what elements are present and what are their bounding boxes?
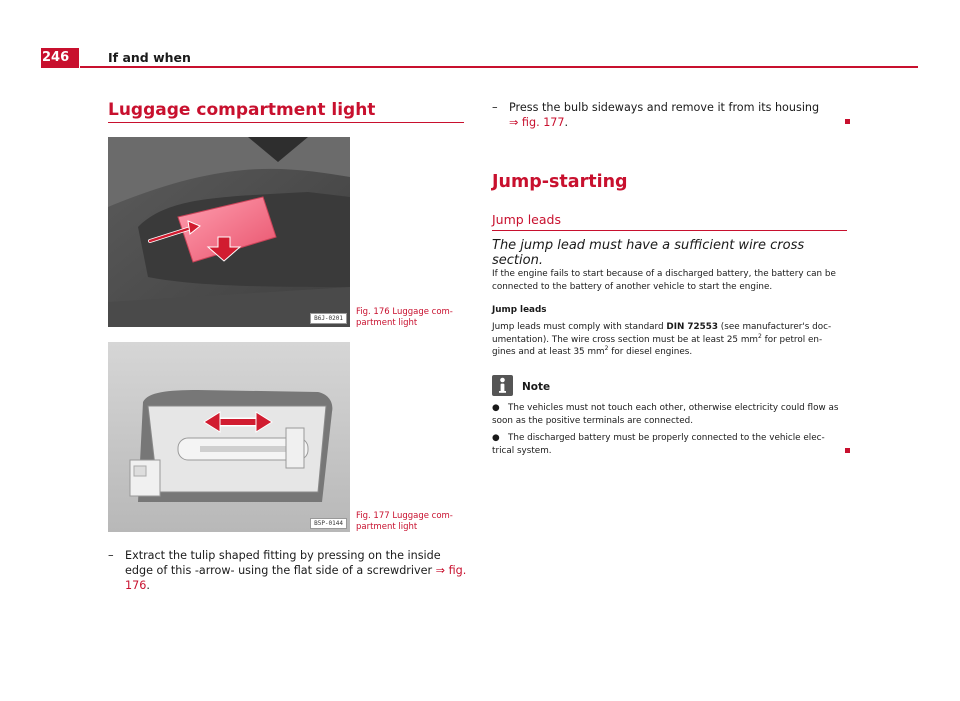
step-text-wrapper — [492, 100, 832, 130]
figure-177-caption: Fig. 177 Luggage com-partment light — [356, 511, 453, 532]
note-icon — [492, 375, 513, 396]
procedure-step — [492, 100, 832, 130]
page-number: 246 — [42, 50, 70, 65]
step-dash: – — [492, 101, 498, 114]
step-suffix: . — [146, 579, 150, 592]
section-end-marker — [845, 448, 850, 453]
luggage-light-photo — [108, 137, 350, 327]
figure-177-photo — [108, 342, 350, 532]
paragraph-discharged-battery: If the engine fails to start because of a discharged battery, the battery can be connected to the battery of another vehicle to start the engine. — [492, 269, 836, 292]
note-item-text: The vehicles must not touch each other, otherwise electricity could flow as soon as the positive terminals are connected. — [492, 403, 839, 426]
step-text-wrapper — [108, 548, 468, 593]
figure-176-link[interactable]: ⇒ fig. 176 — [125, 564, 467, 592]
superscript: 2 — [757, 332, 762, 340]
header-rule — [80, 66, 918, 68]
step-text: Press the bulb sideways and remove it from its housing — [509, 101, 820, 114]
section-rule — [108, 122, 464, 123]
note-label: Note — [522, 381, 551, 393]
section-title: Luggage compartment light — [108, 100, 376, 120]
step-suffix: . — [564, 116, 569, 129]
chapter-title: If and when — [108, 50, 191, 65]
din-standard: DIN 72553 — [666, 322, 719, 332]
superscript: 2 — [604, 345, 609, 353]
intro-text: The jump lead must have a sufficient wire cross section. — [492, 238, 805, 268]
step-dash: – — [108, 549, 114, 562]
para-mid1: (see manufacturer's doc-umentation). The wire cross section must be at least 25 mm — [492, 322, 832, 345]
section-end-marker — [845, 119, 850, 124]
bullet-dot: ● — [492, 403, 500, 413]
paragraph-jump-lead-standard — [492, 321, 837, 359]
procedure-step — [108, 548, 468, 593]
info-icon — [492, 375, 513, 396]
para-end: for diesel engines. — [608, 347, 693, 357]
note-item-text: The discharged battery must be properly connected to the vehicle elec-trical system. — [492, 433, 825, 456]
paragraph-title-jump-leads: Jump leads — [492, 305, 547, 315]
figure-code: B5P-0144 — [310, 518, 347, 529]
figure-code: B6J-0201 — [310, 313, 347, 324]
para-pre: Jump leads must comply with standard — [492, 322, 667, 332]
note-item — [492, 402, 840, 427]
para-mid2: for petrol en-gines and at least 35 mm — [492, 334, 823, 357]
step-text: Extract the tulip shaped fitting by pressing on the inside edge of this -arrow- using the flat side of a screwdriver — [125, 549, 441, 577]
subheading-jump-leads: Jump leads — [492, 212, 561, 227]
bulb-housing-photo — [108, 342, 350, 532]
bullet-dot: ● — [492, 433, 500, 443]
heading-jump-starting: Jump-starting — [492, 172, 628, 192]
subheading-rule — [492, 230, 847, 231]
figure-176-photo — [108, 137, 350, 327]
note-item — [492, 432, 840, 457]
figure-176-caption: Fig. 176 Luggage com-partment light — [356, 307, 453, 328]
figure-177-link[interactable]: ⇒ fig. 177 — [509, 116, 565, 129]
